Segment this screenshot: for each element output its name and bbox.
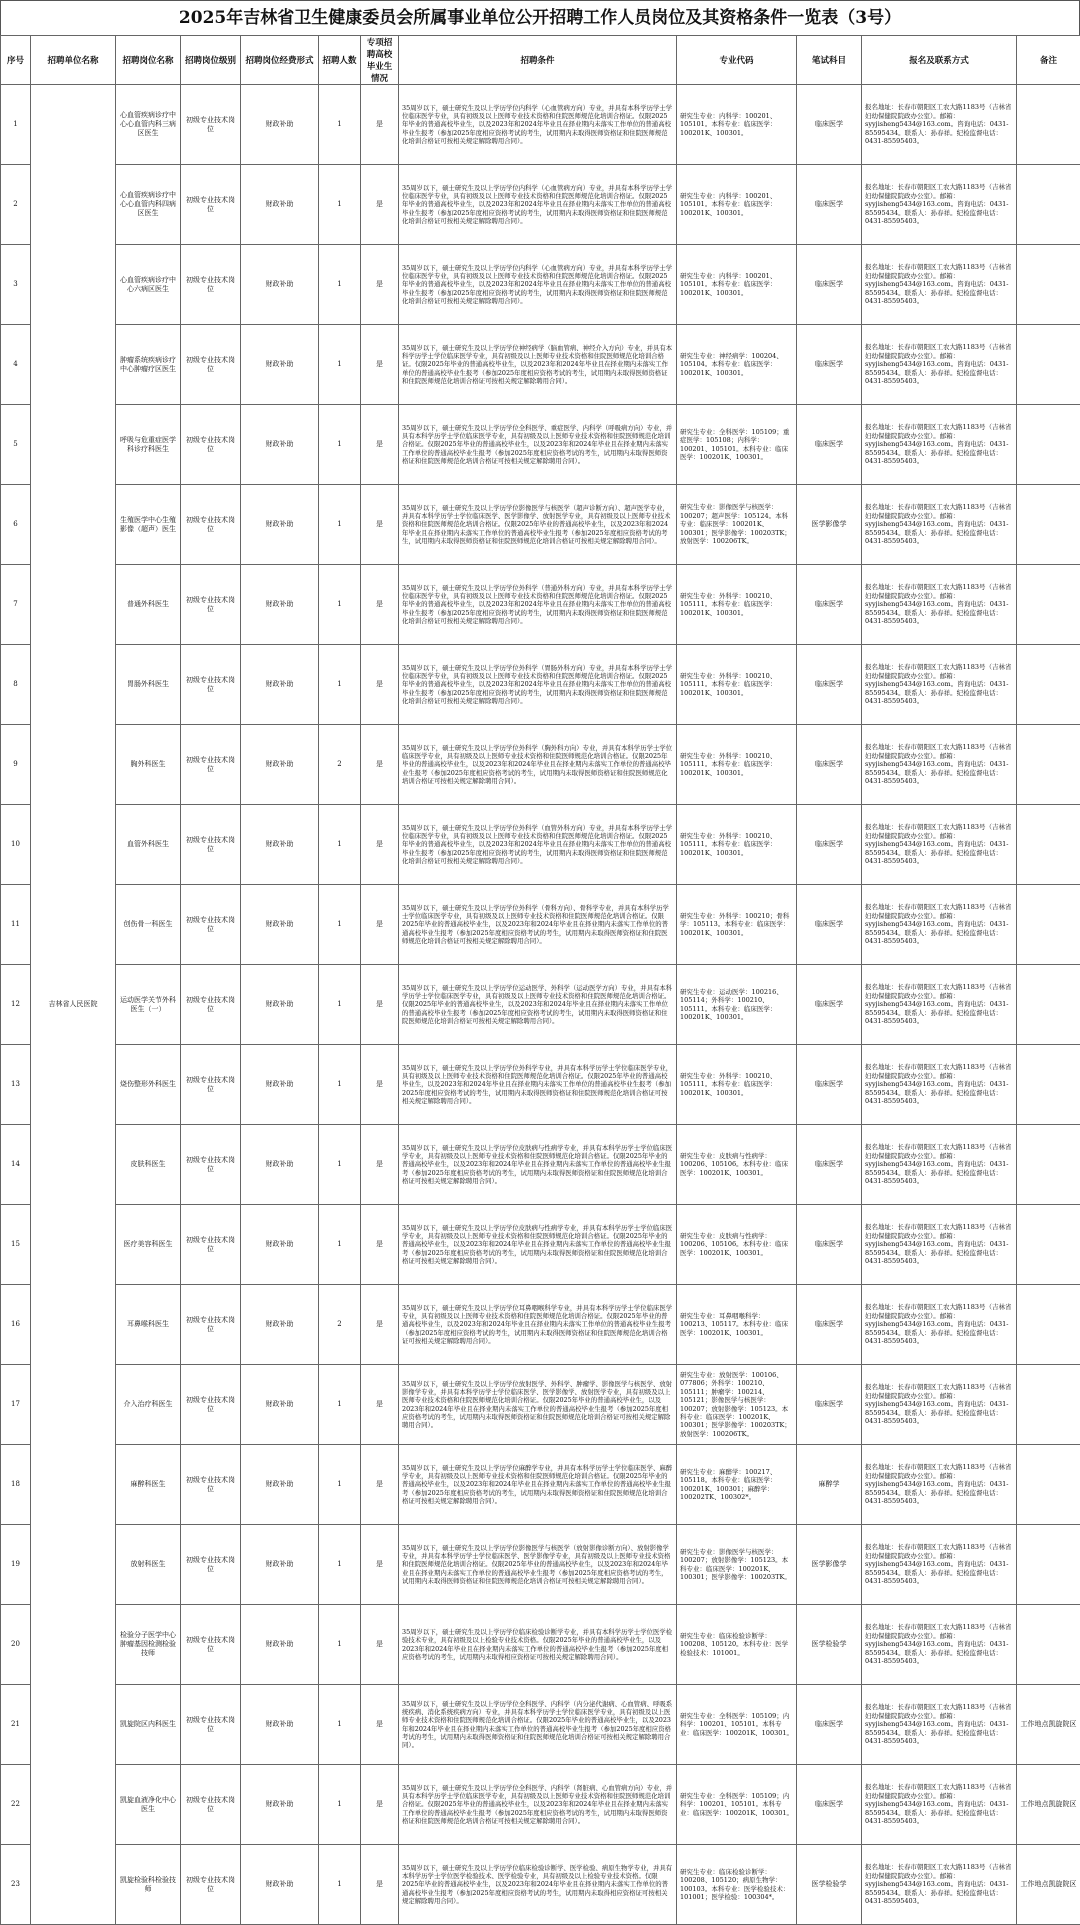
headcount-cell: 1 [319,1365,361,1445]
post-name-cell: 凯旋院区内科医生 [116,1685,181,1765]
funding-cell: 财政补助 [241,165,319,245]
post-name-cell: 烧伤整形外科医生 [116,1045,181,1125]
post-name-cell: 麻醉科医生 [116,1445,181,1525]
funding-cell: 财政补助 [241,1765,319,1845]
post-level-cell: 初级专业技术岗位 [181,1605,241,1685]
post-level-cell: 初级专业技术岗位 [181,85,241,165]
funding-cell: 财政补助 [241,1365,319,1445]
requirements-cell: 35周岁以下，硕士研究生及以上学历学位临床检验诊断学、医学检验、病原生物学专业，并具有本科学历学士学位医学检验技术、医学检验专业，具有初级及以上检验专业技术资格。仅限2025年毕业的普通高校毕业生，以及2023年和2024年毕业且在择业期内未落实工作单位的普通高校毕业生报考（参加2025年度相应资格考试的考生，试用期内未取得相应资格证可按相关规定解除聘用合同）。 [399,1845,677,1925]
graduate-cell: 是 [361,1765,399,1845]
post-name-cell: 呼吸与危重症医学科诊疗科医生 [116,405,181,485]
graduate-cell: 是 [361,245,399,325]
table-row [1,885,1080,965]
table-row [1,405,1080,485]
table-row [1,485,1080,565]
registration-cell: 报名地址：长春市朝阳区工农大路1183号（吉林省妇幼保健院院政办公室）。邮箱：syyjisheng5434@163.com。咨询电话：0431-85595434。联系人：孙春祥。纪检监督电话：0431-85595403。 [862,165,1017,245]
note-cell: 工作地点凯旋院区 [1017,1685,1080,1765]
exam-subject-cell: 临床医学 [797,245,862,325]
note-cell [1017,885,1080,965]
headcount-cell: 1 [319,1845,361,1925]
header-cell: 备注 [1017,36,1080,85]
registration-cell: 报名地址：长春市朝阳区工农大路1183号（吉林省妇幼保健院院政办公室）。邮箱：syyjisheng5434@163.com。咨询电话：0431-85595434。联系人：孙春祥。纪检监督电话：0431-85595403。 [862,1605,1017,1685]
exam-subject-cell: 临床医学 [797,1045,862,1125]
major-code-cell: 研究生专业：全科医学：105109；重症医学：105108；内科学：100201、105101。本科专业：临床医学：100201K、100301。 [677,405,797,485]
requirements-cell: 35周岁以下，硕士研究生及以上学历学位外科学专业，并具有本科学历学士学位临床医学专业，具有初级及以上医师专业技术资格和住院医师规范化培训合格证。仅限2025年毕业的普通高校毕业生，以及2023年和2024年毕业且在择业期内未落实工作单位的普通高校毕业生报考（参加2025年度相应资格考试的考生，试用期内未取得医师资格证和住院医师规范化培训合格证可按相关规定解除聘用合同）。 [399,1045,677,1125]
funding-cell: 财政补助 [241,725,319,805]
note-cell [1017,165,1080,245]
table-row [1,1525,1080,1605]
post-name-cell: 凯旋检验科检验技师 [116,1845,181,1925]
graduate-cell: 是 [361,645,399,725]
post-name-cell: 创伤骨一科医生 [116,885,181,965]
note-cell [1017,805,1080,885]
header-cell: 专业代码 [677,36,797,85]
requirements-cell: 35周岁以下，硕士研究生及以上学历学位外科学（血管外科方向）专业，并具有本科学历学士学位临床医学专业，具有初级及以上医师专业技术资格和住院医师规范化培训合格证。仅限2025年毕业的普通高校毕业生，以及2023年和2024年毕业且在择业期内未落实工作单位的普通高校毕业生报考（参加2025年度相应资格考试的考生，试用期内未取得医师资格证和住院医师规范化培训合格证可按相关规定解除聘用合同）。 [399,805,677,885]
post-level-cell: 初级专业技术岗位 [181,245,241,325]
major-code-cell: 研究生专业：外科学：100210、105111。本科专业：临床医学：100201K、100301。 [677,725,797,805]
headcount-cell: 2 [319,1285,361,1365]
requirements-cell: 35周岁以下，硕士研究生及以上学历学位耳鼻咽喉科学专业，并具有本科学历学士学位临床医学专业，具有初级及以上医师专业技术资格和住院医师规范化培训合格证。仅限2025年毕业的普通高校毕业生，以及2023年和2024年毕业且在择业期内未落实工作单位的普通高校毕业生报考（参加2025年度相应资格考试的考生，试用期内未取得医师资格证和住院医师规范化培训合格证可按相关规定解除聘用合同）。 [399,1285,677,1365]
table-row [1,645,1080,725]
major-code-cell: 研究生专业：放射医学：100106、077806；外科学：100210、105111；肿瘤学：100214、105121；影像医学与核医学：100207；放射影像学：105123。本科专业：临床医学：100201K、100301；医学影像学：100203TK；放射医学：100206TK。 [677,1365,797,1445]
table-row [1,165,1080,245]
post-name-cell: 运动医学关节外科医生（一） [116,965,181,1045]
graduate-cell: 是 [361,1125,399,1205]
row-number-cell: 12 [1,965,31,1045]
post-level-cell: 初级专业技术岗位 [181,485,241,565]
post-level-cell: 初级专业技术岗位 [181,1685,241,1765]
note-cell [1017,85,1080,165]
exam-subject-cell: 临床医学 [797,645,862,725]
header-cell: 序号 [1,36,31,85]
requirements-cell: 35周岁以下，硕士研究生及以上学历学位临床检验诊断学专业，并具有本科学历学士学位医学检验技术专业，具有初级及以上检验专业技术资格。仅限2025年毕业的普通高校毕业生，以及2023年和2024年毕业且在择业期内未落实工作单位的普通高校毕业生报考（参加2025年度相应资格考试的考生，试用期内未取得相应资格证可按相关规定解除聘用合同）。 [399,1605,677,1685]
headcount-cell: 1 [319,1605,361,1685]
row-number-cell: 5 [1,405,31,485]
header-cell: 笔试科目 [797,36,862,85]
headcount-cell: 1 [319,1765,361,1845]
funding-cell: 财政补助 [241,1605,319,1685]
graduate-cell: 是 [361,965,399,1045]
graduate-cell: 是 [361,1525,399,1605]
registration-cell: 报名地址：长春市朝阳区工农大路1183号（吉林省妇幼保健院院政办公室）。邮箱：syyjisheng5434@163.com。咨询电话：0431-85595434。联系人：孙春祥。纪检监督电话：0431-85595403。 [862,1365,1017,1445]
post-name-cell: 心血管疾病诊疗中心心血管内科三病区医生 [116,85,181,165]
major-code-cell: 研究生专业：内科学：100201、105101。本科专业：临床医学：100201K、100301。 [677,85,797,165]
header-row [1,36,1080,85]
funding-cell: 财政补助 [241,565,319,645]
table-row [1,325,1080,405]
graduate-cell: 是 [361,1285,399,1365]
requirements-cell: 35周岁以下，硕士研究生及以上学历学位影像医学与核医学（放射影像诊断方向）、放射影像学专业，并具有本科学历学士学位临床医学、医学影像学专业，具有初级及以上医师专业技术资格和住院医师规范化培训合格证。仅限2025年毕业的普通高校毕业生，以及2023年和2024年毕业且在择业期内未落实工作单位的普通高校毕业生报考（参加2025年度相应资格考试的考生，试用期内未取得医师资格证和住院医师规范化培训合格证可按相关规定解除聘用合同）。 [399,1525,677,1605]
registration-cell: 报名地址：长春市朝阳区工农大路1183号（吉林省妇幼保健院院政办公室）。邮箱：syyjisheng5434@163.com。咨询电话：0431-85595434。联系人：孙春祥。纪检监督电话：0431-85595403。 [862,1525,1017,1605]
funding-cell: 财政补助 [241,1205,319,1285]
row-number-cell: 22 [1,1765,31,1845]
note-cell [1017,325,1080,405]
headcount-cell: 1 [319,645,361,725]
exam-subject-cell: 临床医学 [797,885,862,965]
post-name-cell: 检验分子医学中心肿瘤基因检测检验技师 [116,1605,181,1685]
headcount-cell: 1 [319,165,361,245]
row-number-cell: 8 [1,645,31,725]
row-number-cell: 13 [1,1045,31,1125]
note-cell [1017,1205,1080,1285]
registration-cell: 报名地址：长春市朝阳区工农大路1183号（吉林省妇幼保健院院政办公室）。邮箱：syyjisheng5434@163.com。咨询电话：0431-85595434。联系人：孙春祥。纪检监督电话：0431-85595403。 [862,565,1017,645]
note-cell [1017,1125,1080,1205]
exam-subject-cell: 医学影像学 [797,485,862,565]
row-number-cell: 10 [1,805,31,885]
row-number-cell: 4 [1,325,31,405]
major-code-cell: 研究生专业：临床检验诊断学：100208、105120；病原生物学：100103。本科专业：医学检验技术：101001；医学检验：100304*。 [677,1845,797,1925]
exam-subject-cell: 临床医学 [797,805,862,885]
row-number-cell: 2 [1,165,31,245]
headcount-cell: 1 [319,325,361,405]
requirements-cell: 35周岁以下，硕士研究生及以上学历学位全科医学、重症医学、内科学（呼吸病方向）专业，并具有本科学历学士学位临床医学专业，具有初级及以上医师专业技术资格和住院医师规范化培训合格证。仅限2025年毕业的普通高校毕业生，以及2023年和2024年毕业且在择业期内未落实工作单位的普通高校毕业生报考（参加2025年度相应资格考试的考生，试用期内未取得医师资格证和住院医师规范化培训合格证可按相关规定解除聘用合同）。 [399,405,677,485]
header-cell: 专项招聘高校毕业生情况 [361,36,399,85]
funding-cell: 财政补助 [241,485,319,565]
header-cell: 招聘岗位名称 [116,36,181,85]
major-code-cell: 研究生专业：全科医学：105109；内科学：100201、105101。本科专业：临床医学：100201K、100301。 [677,1685,797,1765]
headcount-cell: 1 [319,565,361,645]
graduate-cell: 是 [361,1365,399,1445]
requirements-cell: 35周岁以下，硕士研究生及以上学历学位内科学（心血管病方向）专业，并具有本科学历学士学位临床医学专业，具有初级及以上医师专业技术资格和住院医师规范化培训合格证。仅限2025年毕业的普通高校毕业生，以及2023年和2024年毕业且在择业期内未落实工作单位的普通高校毕业生报考（参加2025年度相应资格考试的考生，试用期内未取得医师资格证和住院医师规范化培训合格证可按相关规定解除聘用合同）。 [399,165,677,245]
requirements-cell: 35周岁以下，硕士研究生及以上学历学位外科学（胃肠外科方向）专业，并具有本科学历学士学位临床医学专业，具有初级及以上医师专业技术资格和住院医师规范化培训合格证。仅限2025年毕业的普通高校毕业生，以及2023年和2024年毕业且在择业期内未落实工作单位的普通高校毕业生报考（参加2025年度相应资格考试的考生，试用期内未取得医师资格证和住院医师规范化培训合格证可按相关规定解除聘用合同）。 [399,645,677,725]
funding-cell: 财政补助 [241,1685,319,1765]
exam-subject-cell: 临床医学 [797,1765,862,1845]
graduate-cell: 是 [361,885,399,965]
table-row [1,85,1080,165]
table-row [1,245,1080,325]
funding-cell: 财政补助 [241,1525,319,1605]
note-cell [1017,1285,1080,1365]
row-number-cell: 23 [1,1845,31,1925]
graduate-cell: 是 [361,1605,399,1685]
note-cell [1017,245,1080,325]
graduate-cell: 是 [361,1045,399,1125]
table-row [1,1125,1080,1205]
requirements-cell: 35周岁以下，硕士研究生及以上学历学位皮肤病与性病学专业，并具有本科学历学士学位临床医学专业，具有初级及以上医师专业技术资格和住院医师规范化培训合格证。仅限2025年毕业的普通高校毕业生，以及2023年和2024年毕业且在择业期内未落实工作单位的普通高校毕业生报考（参加2025年度相应资格考试的考生，试用期内未取得医师资格证和住院医师规范化培训合格证可按相关规定解除聘用合同）。 [399,1125,677,1205]
registration-cell: 报名地址：长春市朝阳区工农大路1183号（吉林省妇幼保健院院政办公室）。邮箱：syyjisheng5434@163.com。咨询电话：0431-85595434。联系人：孙春祥。纪检监督电话：0431-85595403。 [862,965,1017,1045]
registration-cell: 报名地址：长春市朝阳区工农大路1183号（吉林省妇幼保健院院政办公室）。邮箱：syyjisheng5434@163.com。咨询电话：0431-85595434。联系人：孙春祥。纪检监督电话：0431-85595403。 [862,1125,1017,1205]
exam-subject-cell: 医学检验学 [797,1845,862,1925]
document-title: 2025年吉林省卫生健康委员会所属事业单位公开招聘工作人员岗位及其资格条件一览表（3号） [0,0,1080,35]
post-name-cell: 耳鼻喉科医生 [116,1285,181,1365]
requirements-cell: 35周岁以下，硕士研究生及以上学历学位外科学（普通外科方向）专业，并具有本科学历学士学位临床医学专业，具有初级及以上医师专业技术资格和住院医师规范化培训合格证。仅限2025年毕业的普通高校毕业生，以及2023年和2024年毕业且在择业期内未落实工作单位的普通高校毕业生报考（参加2025年度相应资格考试的考生，试用期内未取得医师资格证和住院医师规范化培训合格证可按相关规定解除聘用合同）。 [399,565,677,645]
requirements-cell: 35周岁以下，硕士研究生及以上学历学位麻醉学专业，并具有本科学历学士学位临床医学、麻醉学专业，具有初级及以上医师专业技术资格和住院医师规范化培训合格证。仅限2025年毕业的普通高校毕业生，以及2023年和2024年毕业且在择业期内未落实工作单位的普通高校毕业生报考（参加2025年度相应资格考试的考生，试用期内未取得医师资格证和住院医师规范化培训合格证可按相关规定解除聘用合同）。 [399,1445,677,1525]
requirements-cell: 35周岁以下，硕士研究生及以上学历学位神经病学（脑血管病、神经介入方向）专业，并具有本科学历学士学位临床医学专业，具有初级及以上医师专业技术资格和住院医师规范化培训合格证。仅限2025年毕业的普通高校毕业生，以及2023年和2024年毕业且在择业期内未落实工作单位的普通高校毕业生报考（参加2025年度相应资格考试的考生，试用期内未取得医师资格证和住院医师规范化培训合格证可按相关规定解除聘用合同）。 [399,325,677,405]
registration-cell: 报名地址：长春市朝阳区工农大路1183号（吉林省妇幼保健院院政办公室）。邮箱：syyjisheng5434@163.com。咨询电话：0431-85595434。联系人：孙春祥。纪检监督电话：0431-85595403。 [862,405,1017,485]
row-number-cell: 1 [1,85,31,165]
note-cell: 工作地点凯旋院区 [1017,1845,1080,1925]
registration-cell: 报名地址：长春市朝阳区工农大路1183号（吉林省妇幼保健院院政办公室）。邮箱：syyjisheng5434@163.com。咨询电话：0431-85595434。联系人：孙春祥。纪检监督电话：0431-85595403。 [862,1685,1017,1765]
major-code-cell: 研究生专业：运动医学：100216、105114；外科学：100210、105111。本科专业：临床医学：100201K、100301。 [677,965,797,1045]
major-code-cell: 研究生专业：影像医学与核医学：100207；放射影像学：105123。本科专业：临床医学：100201K、100301；医学影像学：100203TK。 [677,1525,797,1605]
major-code-cell: 研究生专业：外科学：100210、105111。本科专业：临床医学：100201K、100301。 [677,1045,797,1125]
row-number-cell: 21 [1,1685,31,1765]
funding-cell: 财政补助 [241,1285,319,1365]
registration-cell: 报名地址：长春市朝阳区工农大路1183号（吉林省妇幼保健院院政办公室）。邮箱：syyjisheng5434@163.com。咨询电话：0431-85595434。联系人：孙春祥。纪检监督电话：0431-85595403。 [862,245,1017,325]
exam-subject-cell: 临床医学 [797,1365,862,1445]
table-row [1,1205,1080,1285]
exam-subject-cell: 麻醉学 [797,1445,862,1525]
requirements-cell: 35周岁以下，硕士研究生及以上学历学位全科医学、内科学（内分泌代谢病、心血管病、呼吸系统疾病、消化系统疾病方向）专业，并具有本科学历学士学位临床医学专业，具有初级及以上医师专业技术资格和住院医师规范化培训合格证。仅限2025年毕业的普通高校毕业生，以及2023年和2024年毕业且在择业期内未落实工作单位的普通高校毕业生报考（参加2025年度相应资格考试的考生，试用期内未取得医师资格证和住院医师规范化培训合格证可按相关规定解除聘用合同）。 [399,1685,677,1765]
post-level-cell: 初级专业技术岗位 [181,405,241,485]
unit-name-cell: 吉林省人民医院 [31,85,116,1925]
header-cell: 招聘岗位级别 [181,36,241,85]
row-number-cell: 17 [1,1365,31,1445]
requirements-cell: 35周岁以下，硕士研究生及以上学历学位内科学（心血管病方向）专业，并具有本科学历学士学位临床医学专业，具有初级及以上医师专业技术资格和住院医师规范化培训合格证。仅限2025年毕业的普通高校毕业生，以及2023年和2024年毕业且在择业期内未落实工作单位的普通高校毕业生报考（参加2025年度相应资格考试的考生，试用期内未取得医师资格证和住院医师规范化培训合格证可按相关规定解除聘用合同）。 [399,85,677,165]
row-number-cell: 11 [1,885,31,965]
graduate-cell: 是 [361,85,399,165]
post-name-cell: 皮肤科医生 [116,1125,181,1205]
headcount-cell: 1 [319,1045,361,1125]
post-name-cell: 心血管疾病诊疗中心心血管内科四病区医生 [116,165,181,245]
major-code-cell: 研究生专业：外科学：100210、105111。本科专业：临床医学：100201K、100301。 [677,565,797,645]
post-level-cell: 初级专业技术岗位 [181,1765,241,1845]
major-code-cell: 研究生专业：外科学：100210、105111。本科专业：临床医学：100201K、100301。 [677,805,797,885]
post-level-cell: 初级专业技术岗位 [181,1445,241,1525]
funding-cell: 财政补助 [241,1045,319,1125]
requirements-cell: 35周岁以下，硕士研究生及以上学历学位外科学（胸外科方向）专业，并具有本科学历学士学位临床医学专业，具有初级及以上医师专业技术资格和住院医师规范化培训合格证。仅限2025年毕业的普通高校毕业生，以及2023年和2024年毕业且在择业期内未落实工作单位的普通高校毕业生报考（参加2025年度相应资格考试的考生，试用期内未取得医师资格证和住院医师规范化培训合格证可按相关规定解除聘用合同）。 [399,725,677,805]
requirements-cell: 35周岁以下，硕士研究生及以上学历学位影像医学与核医学（超声诊断方向）、超声医学专业，并具有本科学历学士学位临床医学、医学影像学、放射医学专业，具有初级及以上医师专业技术资格和住院医师规范化培训合格证。仅限2025年毕业的普通高校毕业生，以及2023年和2024年毕业且在择业期内未落实工作单位的普通高校毕业生报考（参加2025年度相应资格考试的考生，试用期内未取得医师资格证和住院医师规范化培训合格证可按相关规定解除聘用合同）。 [399,485,677,565]
table-row [1,1765,1080,1845]
major-code-cell: 研究生专业：外科学：100210；骨科学：105113。本科专业：临床医学：100201K、100301。 [677,885,797,965]
registration-cell: 报名地址：长春市朝阳区工农大路1183号（吉林省妇幼保健院院政办公室）。邮箱：syyjisheng5434@163.com。咨询电话：0431-85595434。联系人：孙春祥。纪检监督电话：0431-85595403。 [862,1285,1017,1365]
major-code-cell: 研究生专业：外科学：100210、105111。本科专业：临床医学：100201K、100301。 [677,645,797,725]
row-number-cell: 15 [1,1205,31,1285]
row-number-cell: 19 [1,1525,31,1605]
funding-cell: 财政补助 [241,1125,319,1205]
graduate-cell: 是 [361,725,399,805]
table-row [1,565,1080,645]
post-name-cell: 放射科医生 [116,1525,181,1605]
exam-subject-cell: 临床医学 [797,1285,862,1365]
exam-subject-cell: 临床医学 [797,405,862,485]
header-cell: 招聘人数 [319,36,361,85]
header-cell: 招聘岗位经费形式 [241,36,319,85]
post-name-cell: 胸外科医生 [116,725,181,805]
table-row [1,965,1080,1045]
exam-subject-cell: 临床医学 [797,725,862,805]
post-name-cell: 肿瘤系统疾病诊疗中心肿瘤疗区医生 [116,325,181,405]
note-cell [1017,1525,1080,1605]
major-code-cell: 研究生专业：影像医学与核医学：100207；超声医学：105124。本科专业：临床医学：100201K、100301；医学影像学：100203TK；放射医学：100206TK。 [677,485,797,565]
registration-cell: 报名地址：长春市朝阳区工农大路1183号（吉林省妇幼保健院院政办公室）。邮箱：syyjisheng5434@163.com。咨询电话：0431-85595434。联系人：孙春祥。纪检监督电话：0431-85595403。 [862,1045,1017,1125]
requirements-cell: 35周岁以下，硕士研究生及以上学历学位外科学（骨科方向）、骨科学专业，并具有本科学历学士学位临床医学专业，具有初级及以上医师专业技术资格和住院医师规范化培训合格证。仅限2025年毕业的普通高校毕业生，以及2023年和2024年毕业且在择业期内未落实工作单位的普通高校毕业生报考（参加2025年度相应资格考试的考生，试用期内未取得医师资格证和住院医师规范化培训合格证可按相关规定解除聘用合同）。 [399,885,677,965]
post-level-cell: 初级专业技术岗位 [181,645,241,725]
exam-subject-cell: 临床医学 [797,165,862,245]
post-name-cell: 普通外科医生 [116,565,181,645]
funding-cell: 财政补助 [241,405,319,485]
major-code-cell: 研究生专业：耳鼻咽喉科学：100213、105117。本科专业：临床医学：100201K、100301。 [677,1285,797,1365]
table-row [1,1445,1080,1525]
post-name-cell: 心血管疾病诊疗中心六病区医生 [116,245,181,325]
headcount-cell: 1 [319,965,361,1045]
registration-cell: 报名地址：长春市朝阳区工农大路1183号（吉林省妇幼保健院院政办公室）。邮箱：syyjisheng5434@163.com。咨询电话：0431-85595434。联系人：孙春祥。纪检监督电话：0431-85595403。 [862,1205,1017,1285]
table-row [1,1605,1080,1685]
graduate-cell: 是 [361,1685,399,1765]
funding-cell: 财政补助 [241,325,319,405]
post-name-cell: 胃肠外科医生 [116,645,181,725]
row-number-cell: 18 [1,1445,31,1525]
headcount-cell: 1 [319,1125,361,1205]
registration-cell: 报名地址：长春市朝阳区工农大路1183号（吉林省妇幼保健院院政办公室）。邮箱：syyjisheng5434@163.com。咨询电话：0431-85595434。联系人：孙春祥。纪检监督电话：0431-85595403。 [862,1445,1017,1525]
header-cell: 报名及联系方式 [862,36,1017,85]
requirements-cell: 35周岁以下，硕士研究生及以上学历学位全科医学、内科学（肾脏病、心血管病方向）专业，并具有本科学历学士学位临床医学专业，具有初级及以上医师专业技术资格和住院医师规范化培训合格证。仅限2025年毕业的普通高校毕业生，以及2023年和2024年毕业且在择业期内未落实工作单位的普通高校毕业生报考（参加2025年度相应资格考试的考生，试用期内未取得医师资格证和住院医师规范化培训合格证可按相关规定解除聘用合同）。 [399,1765,677,1845]
major-code-cell: 研究生专业：皮肤病与性病学：100206、105106。本科专业：临床医学：100201K、100301。 [677,1205,797,1285]
exam-subject-cell: 临床医学 [797,85,862,165]
graduate-cell: 是 [361,165,399,245]
table-row [1,1845,1080,1925]
post-level-cell: 初级专业技术岗位 [181,1365,241,1445]
table-body [1,85,1080,1925]
requirements-cell: 35周岁以下，硕士研究生及以上学历学位放射医学、外科学、肿瘤学、影像医学与核医学、放射影像学专业，并具有本科学历学士学位临床医学、医学影像学、放射医学专业，具有初级及以上医师专业技术资格和住院医师规范化培训合格证。仅限2025年毕业的普通高校毕业生，以及2023年和2024年毕业且在择业期内未落实工作单位的普通高校毕业生报考（参加2025年度相应资格考试的考生，试用期内未取得医师资格证和住院医师规范化培训合格证可按相关规定解除聘用合同）。 [399,1365,677,1445]
registration-cell: 报名地址：长春市朝阳区工农大路1183号（吉林省妇幼保健院院政办公室）。邮箱：syyjisheng5434@163.com。咨询电话：0431-85595434。联系人：孙春祥。纪检监督电话：0431-85595403。 [862,885,1017,965]
major-code-cell: 研究生专业：麻醉学：100217、105118。本科专业：临床医学：100201K、100301；麻醉学：100202TK、100302*。 [677,1445,797,1525]
graduate-cell: 是 [361,1445,399,1525]
exam-subject-cell: 临床医学 [797,565,862,645]
major-code-cell: 研究生专业：内科学：100201、105101。本科专业：临床医学：100201K、100301。 [677,165,797,245]
note-cell [1017,565,1080,645]
post-name-cell: 血管外科医生 [116,805,181,885]
headcount-cell: 1 [319,1685,361,1765]
major-code-cell: 研究生专业：内科学：100201、105101。本科专业：临床医学：100201K、100301。 [677,245,797,325]
note-cell [1017,1445,1080,1525]
post-name-cell: 生殖医学中心生殖影像（超声）医生 [116,485,181,565]
post-level-cell: 初级专业技术岗位 [181,1125,241,1205]
note-cell [1017,725,1080,805]
table-row [1,1045,1080,1125]
headcount-cell: 1 [319,405,361,485]
major-code-cell: 研究生专业：全科医学：105109；内科学：100201、105101。本科专业：临床医学：100201K、100301。 [677,1765,797,1845]
post-level-cell: 初级专业技术岗位 [181,165,241,245]
table-row [1,1685,1080,1765]
requirements-cell: 35周岁以下，硕士研究生及以上学历学位皮肤病与性病学专业，并具有本科学历学士学位临床医学专业，具有初级及以上医师专业技术资格和住院医师规范化培训合格证。仅限2025年毕业的普通高校毕业生，以及2023年和2024年毕业且在择业期内未落实工作单位的普通高校毕业生报考（参加2025年度相应资格考试的考生，试用期内未取得医师资格证和住院医师规范化培训合格证可按相关规定解除聘用合同）。 [399,1205,677,1285]
registration-cell: 报名地址：长春市朝阳区工农大路1183号（吉林省妇幼保健院院政办公室）。邮箱：syyjisheng5434@163.com。咨询电话：0431-85595434。联系人：孙春祥。纪检监督电话：0431-85595403。 [862,485,1017,565]
note-cell [1017,485,1080,565]
graduate-cell: 是 [361,485,399,565]
post-level-cell: 初级专业技术岗位 [181,1205,241,1285]
headcount-cell: 1 [319,1205,361,1285]
funding-cell: 财政补助 [241,805,319,885]
header-cell: 招聘条件 [399,36,677,85]
registration-cell: 报名地址：长春市朝阳区工农大路1183号（吉林省妇幼保健院院政办公室）。邮箱：syyjisheng5434@163.com。咨询电话：0431-85595434。联系人：孙春祥。纪检监督电话：0431-85595403。 [862,1765,1017,1845]
exam-subject-cell: 医学检验学 [797,1605,862,1685]
note-cell [1017,645,1080,725]
funding-cell: 财政补助 [241,1845,319,1925]
post-level-cell: 初级专业技术岗位 [181,1525,241,1605]
row-number-cell: 20 [1,1605,31,1685]
registration-cell: 报名地址：长春市朝阳区工农大路1183号（吉林省妇幼保健院院政办公室）。邮箱：syyjisheng5434@163.com。咨询电话：0431-85595434。联系人：孙春祥。纪检监督电话：0431-85595403。 [862,325,1017,405]
post-level-cell: 初级专业技术岗位 [181,1845,241,1925]
recruitment-table [0,35,1080,1925]
header-cell: 招聘单位名称 [31,36,116,85]
note-cell [1017,1365,1080,1445]
graduate-cell: 是 [361,325,399,405]
row-number-cell: 6 [1,485,31,565]
post-level-cell: 初级专业技术岗位 [181,805,241,885]
row-number-cell: 9 [1,725,31,805]
major-code-cell: 研究生专业：临床检验诊断学：100208、105120。本科专业：医学检验技术：101001。 [677,1605,797,1685]
table-row [1,725,1080,805]
note-cell: 工作地点凯旋院区 [1017,1765,1080,1845]
graduate-cell: 是 [361,405,399,485]
table-row [1,805,1080,885]
note-cell [1017,1045,1080,1125]
headcount-cell: 1 [319,85,361,165]
graduate-cell: 是 [361,1205,399,1285]
exam-subject-cell: 医学影像学 [797,1525,862,1605]
headcount-cell: 1 [319,1525,361,1605]
registration-cell: 报名地址：长春市朝阳区工农大路1183号（吉林省妇幼保健院院政办公室）。邮箱：syyjisheng5434@163.com。咨询电话：0431-85595434。联系人：孙春祥。纪检监督电话：0431-85595403。 [862,1845,1017,1925]
funding-cell: 财政补助 [241,965,319,1045]
table-row [1,1285,1080,1365]
funding-cell: 财政补助 [241,245,319,325]
funding-cell: 财政补助 [241,645,319,725]
note-cell [1017,965,1080,1045]
table-row [1,1365,1080,1445]
post-level-cell: 初级专业技术岗位 [181,565,241,645]
exam-subject-cell: 临床医学 [797,1685,862,1765]
post-level-cell: 初级专业技术岗位 [181,1285,241,1365]
registration-cell: 报名地址：长春市朝阳区工农大路1183号（吉林省妇幼保健院院政办公室）。邮箱：syyjisheng5434@163.com。咨询电话：0431-85595434。联系人：孙春祥。纪检监督电话：0431-85595403。 [862,805,1017,885]
post-level-cell: 初级专业技术岗位 [181,325,241,405]
funding-cell: 财政补助 [241,85,319,165]
exam-subject-cell: 临床医学 [797,965,862,1045]
headcount-cell: 2 [319,725,361,805]
registration-cell: 报名地址：长春市朝阳区工农大路1183号（吉林省妇幼保健院院政办公室）。邮箱：syyjisheng5434@163.com。咨询电话：0431-85595434。联系人：孙春祥。纪检监督电话：0431-85595403。 [862,725,1017,805]
note-cell [1017,405,1080,485]
major-code-cell: 研究生专业：皮肤病与性病学：100206、105106。本科专业：临床医学：100201K、100301。 [677,1125,797,1205]
graduate-cell: 是 [361,1845,399,1925]
headcount-cell: 1 [319,245,361,325]
exam-subject-cell: 临床医学 [797,1125,862,1205]
post-name-cell: 医疗美容科医生 [116,1205,181,1285]
headcount-cell: 1 [319,1445,361,1525]
row-number-cell: 3 [1,245,31,325]
post-level-cell: 初级专业技术岗位 [181,1045,241,1125]
exam-subject-cell: 临床医学 [797,325,862,405]
registration-cell: 报名地址：长春市朝阳区工农大路1183号（吉林省妇幼保健院院政办公室）。邮箱：syyjisheng5434@163.com。咨询电话：0431-85595434。联系人：孙春祥。纪检监督电话：0431-85595403。 [862,85,1017,165]
note-cell [1017,1605,1080,1685]
funding-cell: 财政补助 [241,885,319,965]
post-name-cell: 介入治疗科医生 [116,1365,181,1445]
exam-subject-cell: 临床医学 [797,1205,862,1285]
row-number-cell: 14 [1,1125,31,1205]
post-level-cell: 初级专业技术岗位 [181,965,241,1045]
headcount-cell: 1 [319,805,361,885]
graduate-cell: 是 [361,805,399,885]
graduate-cell: 是 [361,565,399,645]
row-number-cell: 7 [1,565,31,645]
requirements-cell: 35周岁以下，硕士研究生及以上学历学位运动医学、外科学（运动医学方向）专业，并具有本科学历学士学位临床医学专业，具有初级及以上医师专业技术资格和住院医师规范化培训合格证。仅限2025年毕业的普通高校毕业生，以及2023年和2024年毕业且在择业期内未落实工作单位的普通高校毕业生报考（参加2025年度相应资格考试的考生，试用期内未取得医师资格证和住院医师规范化培训合格证可按相关规定解除聘用合同）。 [399,965,677,1045]
major-code-cell: 研究生专业：神经病学：100204、105104。本科专业：临床医学：100201K、100301。 [677,325,797,405]
row-number-cell: 16 [1,1285,31,1365]
registration-cell: 报名地址：长春市朝阳区工农大路1183号（吉林省妇幼保健院院政办公室）。邮箱：syyjisheng5434@163.com。咨询电话：0431-85595434。联系人：孙春祥。纪检监督电话：0431-85595403。 [862,645,1017,725]
headcount-cell: 1 [319,485,361,565]
post-level-cell: 初级专业技术岗位 [181,885,241,965]
funding-cell: 财政补助 [241,1445,319,1525]
headcount-cell: 1 [319,885,361,965]
requirements-cell: 35周岁以下，硕士研究生及以上学历学位内科学（心血管病方向）专业，并具有本科学历学士学位临床医学专业，具有初级及以上医师专业技术资格和住院医师规范化培训合格证。仅限2025年毕业的普通高校毕业生，以及2023年和2024年毕业且在择业期内未落实工作单位的普通高校毕业生报考（参加2025年度相应资格考试的考生，试用期内未取得医师资格证和住院医师规范化培训合格证可按相关规定解除聘用合同）。 [399,245,677,325]
post-level-cell: 初级专业技术岗位 [181,725,241,805]
post-name-cell: 凯旋血液净化中心医生 [116,1765,181,1845]
